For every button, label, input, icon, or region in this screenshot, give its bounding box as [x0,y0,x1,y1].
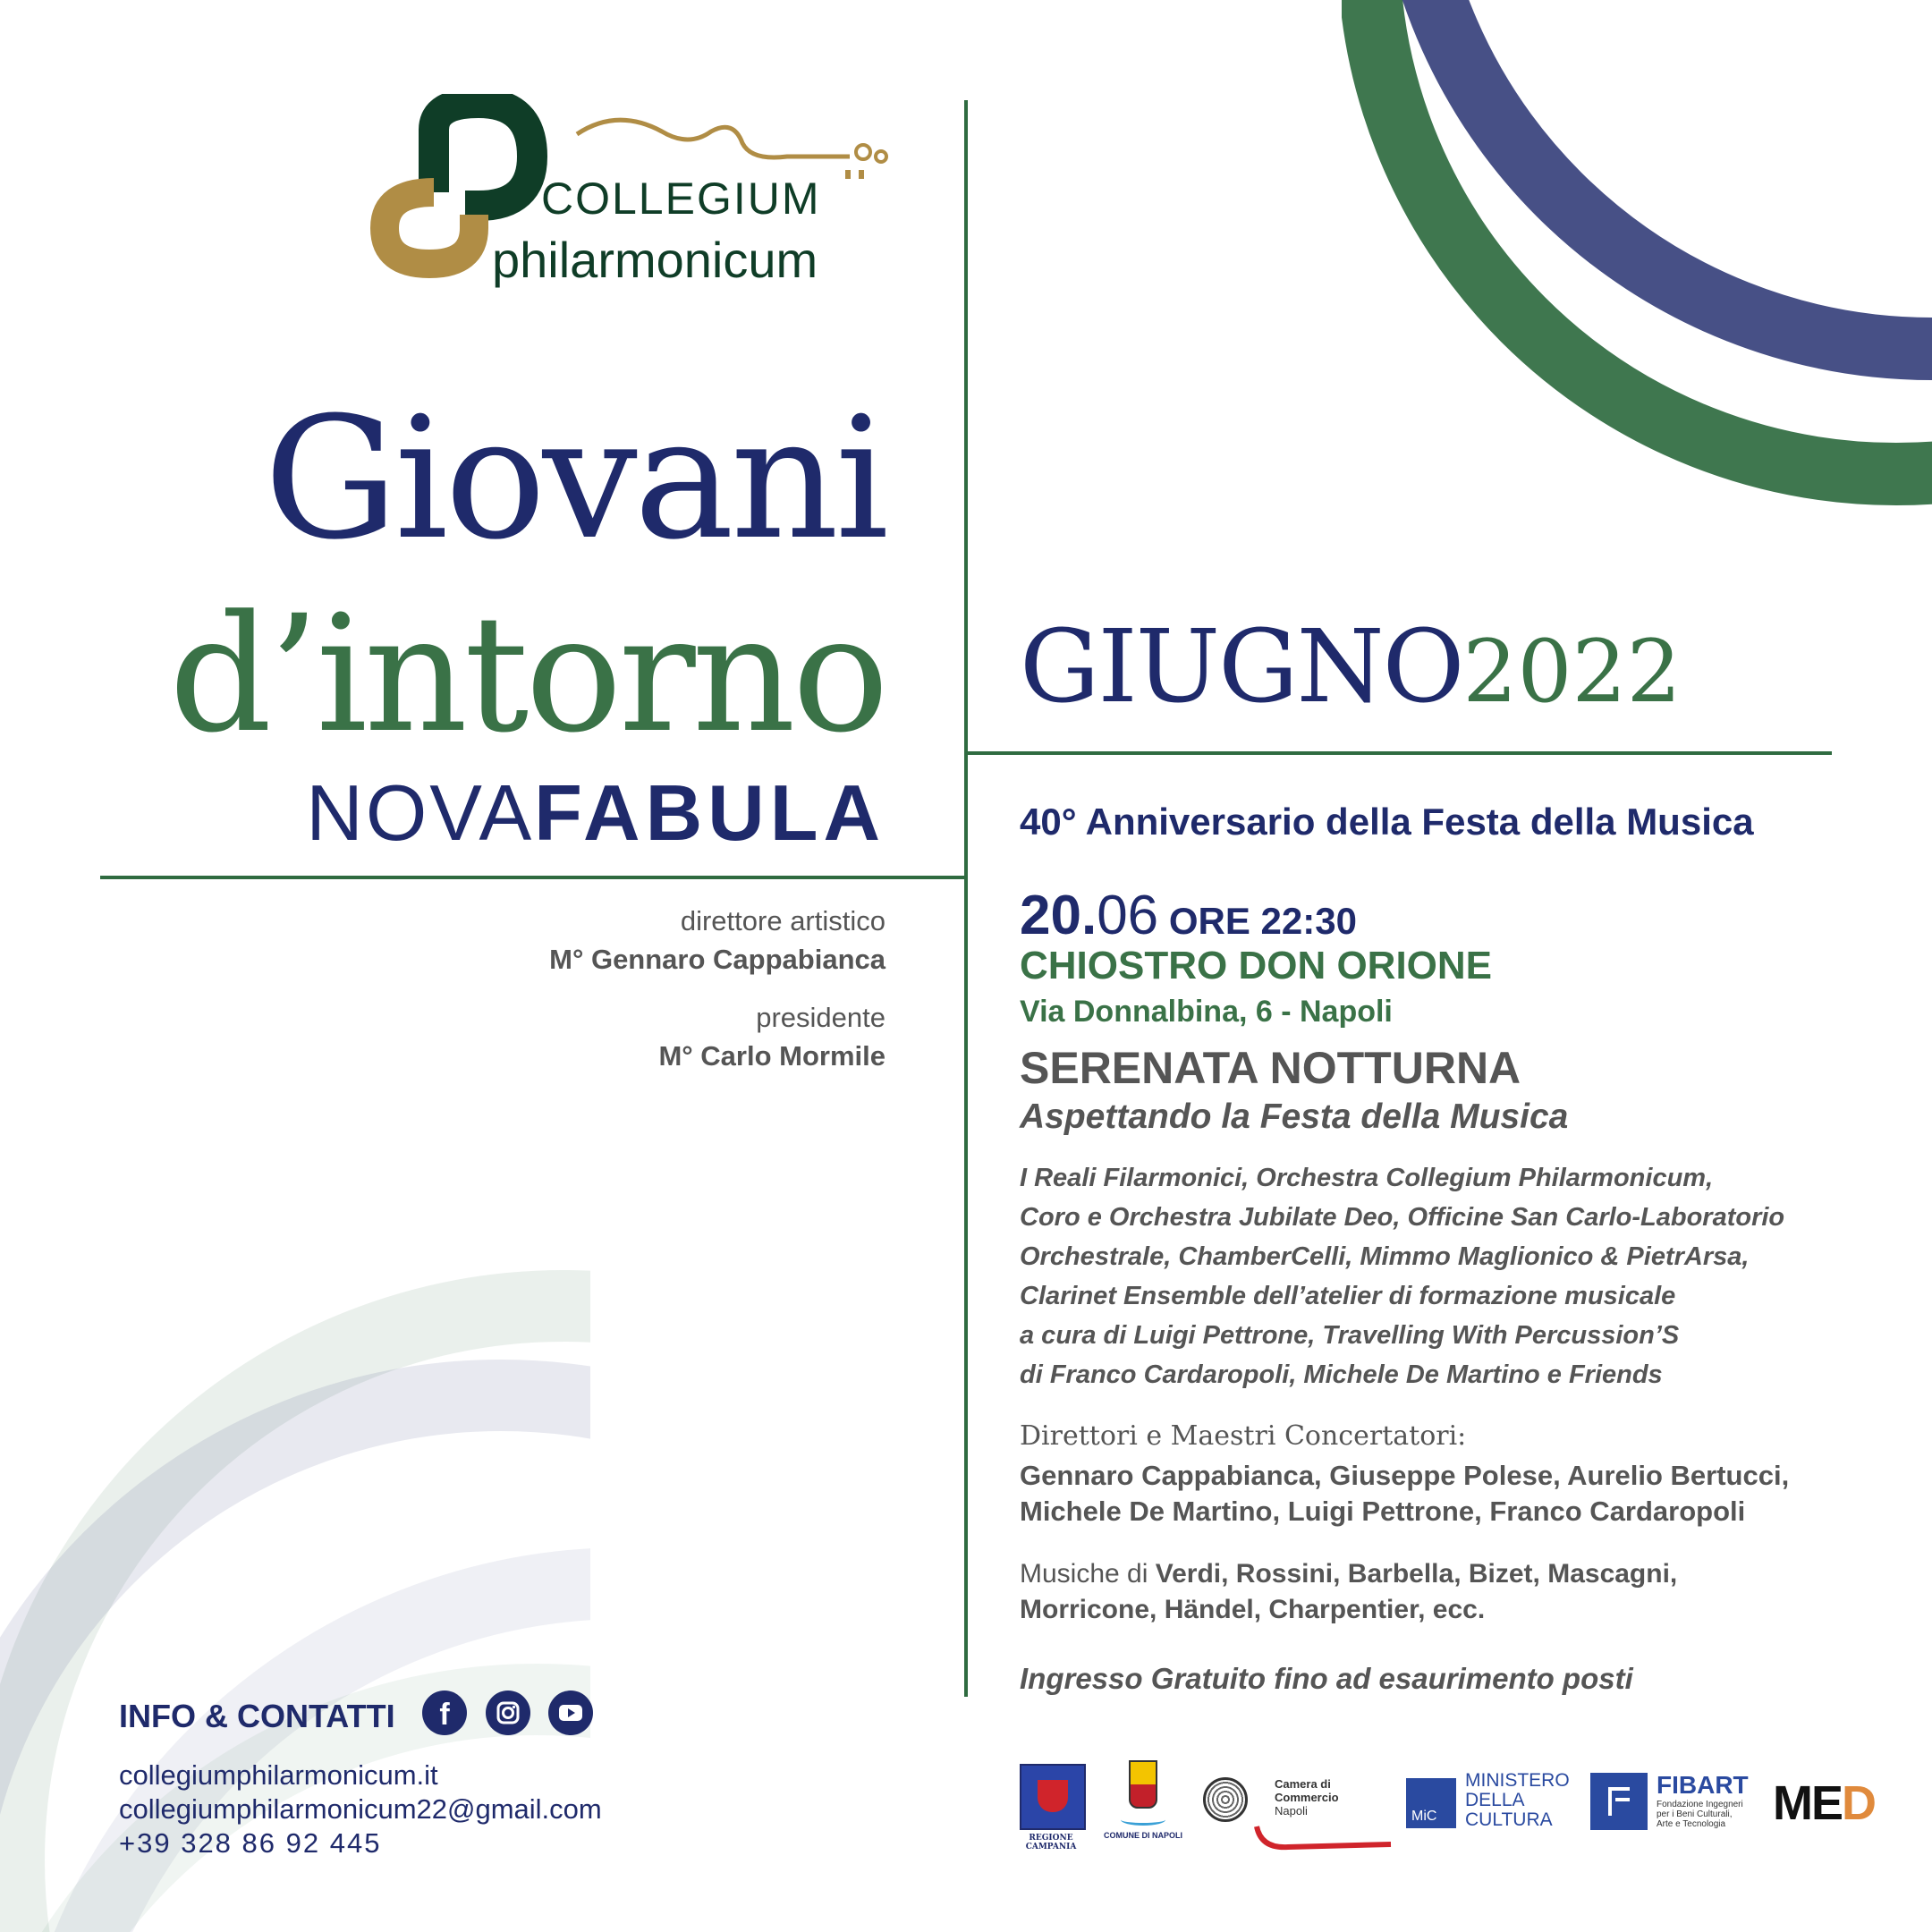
title-giovani: Giovani [264,381,886,577]
event-subtitle: Aspettando la Festa della Musica [1020,1097,1569,1136]
napoli-wave-icon [1121,1814,1165,1826]
napoli-crest-icon [1129,1760,1157,1809]
mic-label: MiC [1411,1809,1437,1824]
facebook-icon[interactable] [422,1690,467,1735]
entry-note: Ingresso Gratuito fino ad esaurimento posti [1020,1662,1633,1695]
sponsor-regione-campania [1015,1764,1087,1852]
performers-line: Coro e Orchestra Jubilate Deo, Officine San Carlo-Laboratorio [1020,1203,1785,1232]
contacts-heading: INFO & CONTATTI [119,1698,395,1734]
performers-line: Clarinet Ensemble dell’atelier di formazione musicale [1020,1282,1676,1310]
event-day: 20. [1020,885,1097,946]
sponsor-regione-label: REGIONE CAMPANIA [1025,1834,1077,1852]
music-list [1020,1556,1860,1628]
date-year: 2022 [1462,622,1682,722]
event-month: 06 [1097,885,1159,946]
youtube-icon[interactable] [548,1690,593,1735]
music-line-2 [1020,1592,1860,1628]
regione-shield-icon [1020,1764,1086,1830]
svg-text:f: f [439,1698,450,1732]
ministero-line-1: MINISTERO [1465,1770,1570,1791]
contact-email[interactable]: collegiumphilarmonicum22@gmail.com [119,1793,602,1825]
vertical-divider [964,100,968,1697]
event-datetime [1020,884,1357,947]
sponsor-fibart [1590,1771,1769,1834]
horizontal-divider-right [968,751,1832,755]
sponsor-comune-napoli [1102,1760,1184,1850]
directors-line: Gennaro Cappabianca, Giuseppe Polese, Aurelio Bertucci, [1020,1460,1790,1491]
med-suffix: D [1842,1776,1875,1830]
mic-logo-icon [1406,1778,1456,1828]
fibart-line-1: Fondazione Ingegneri [1657,1800,1743,1809]
logo-brand-top: COLLEGIUM [541,174,821,224]
event-address: Via Donnalbina, 6 - Napoli [1020,995,1393,1029]
title-dintorno: d’intorno [169,581,886,768]
camera-line-1: Camera di Commercio [1275,1777,1339,1804]
anniversary-text: 40° Anniversario della Festa della Musica [1020,801,1754,843]
ministero-line-2: DELLA [1465,1790,1525,1810]
camera-wave-icon [1252,1818,1395,1853]
title-nova: NOVA [306,768,535,857]
logo-brand-bottom: philarmonicum [492,232,818,288]
fibart-line-2: per i Beni Culturali, [1657,1809,1733,1819]
music-prefix: Musiche di [1020,1559,1156,1589]
credit-role-president: presidente [756,1002,886,1033]
music-line-1 [1020,1556,1860,1592]
title-novafabula [0,768,886,857]
horizontal-divider-left [100,876,964,879]
med-prefix: ME [1773,1776,1842,1830]
seal-icon [1203,1777,1248,1822]
event-venue: CHIOSTRO DON ORIONE [1020,944,1493,987]
ministero-line-3: CULTURA [1465,1809,1553,1830]
instagram-icon[interactable] [486,1690,530,1735]
music-composers-1: Verdi, Rossini, Barbella, Bizet, Mascagni, [1155,1559,1678,1589]
fibart-line-3: Arte e Tecnologia [1657,1819,1726,1829]
fibart-title: FIBART [1657,1771,1749,1799]
contact-phone[interactable]: +39 328 86 92 445 [119,1827,382,1859]
sponsor-camera-commercio [1252,1777,1395,1840]
performers-line: a cura di Luigi Pettrone, Travelling With Percussion’S [1020,1321,1680,1350]
credit-name-director: M° Gennaro Cappabianca [549,944,886,975]
performers-list [1020,1158,1843,1394]
title-fabula: FABULA [534,768,886,857]
performers-line: I Reali Filarmonici, Orchestra Collegium Philarmonicum, [1020,1164,1714,1192]
credit-name-president: M° Carlo Mormile [658,1040,886,1072]
directors-line: Michele De Martino, Luigi Pettrone, Franco Cardaropoli [1020,1496,1746,1527]
performers-line: Orchestrale, ChamberCelli, Mimmo Maglionico & PietrArsa, [1020,1242,1750,1271]
directors-label: Direttori e Maestri Concertatori: [1020,1420,1467,1452]
fibart-logo-icon [1590,1773,1648,1830]
event-time: ORE 22:30 [1158,900,1357,942]
directors-list [1020,1458,1860,1530]
date-header [1020,609,1682,725]
sponsor-ministero-cultura [1406,1769,1576,1832]
camera-line-2: Napoli [1275,1804,1308,1818]
contact-website[interactable]: collegiumphilarmonicum.it [119,1759,438,1791]
music-composers-2: Morricone, Händel, Charpentier, ecc. [1020,1595,1486,1624]
sponsor-comune-label: COMUNE DI NAPOLI [1103,1831,1182,1840]
sponsor-med [1773,1775,1875,1831]
credit-role-director: direttore artistico [680,905,886,936]
event-title: SERENATA NOTTURNA [1020,1043,1521,1093]
date-month: GIUGNO [1020,609,1463,725]
performers-line: di Franco Cardaropoli, Michele De Martino e Friends [1020,1360,1663,1389]
